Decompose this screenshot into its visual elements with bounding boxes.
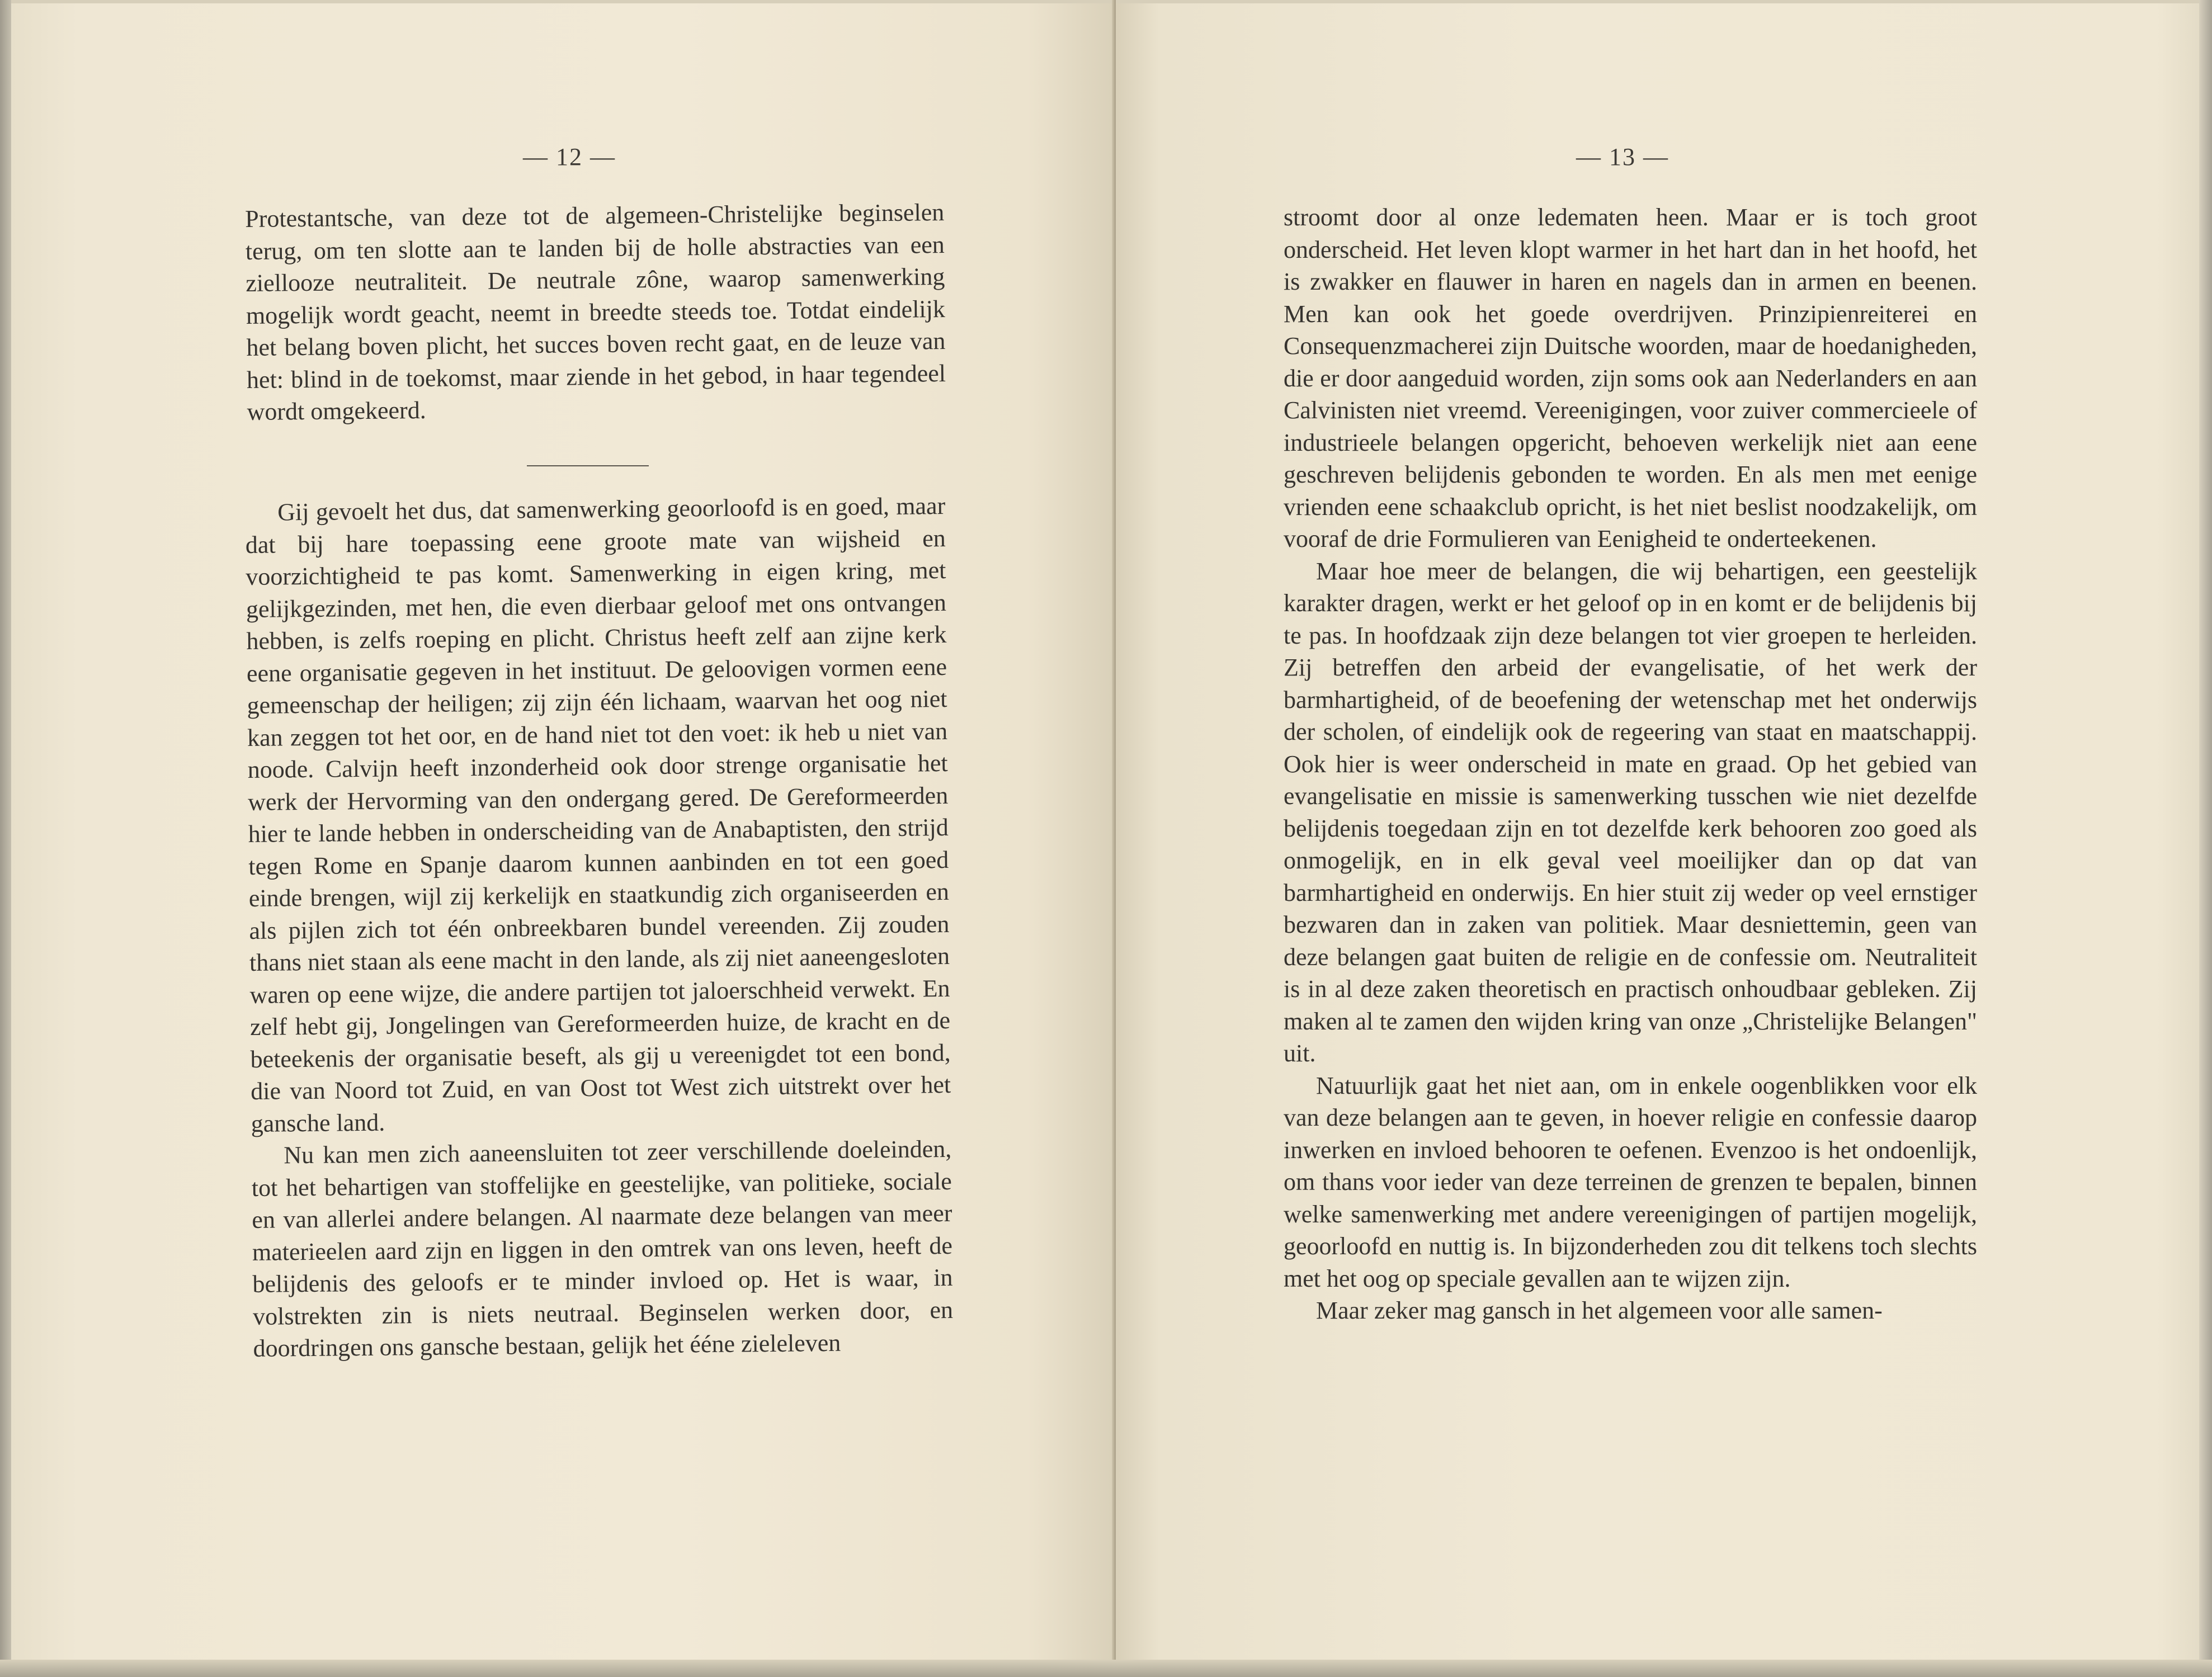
paragraph: Natuurlijk gaat het niet aan, om in enkele oogenblikken voor elk van deze belangen aan te geven, in hoever religie en confessie daarop inwerken en invloed behooren te oefenen. Evenzoo is het ondoenlijk, om thans voor ieder van deze terreinen de grenzen te bepalen, binnen welke samenwerking met andere vereenigingen of partijen mogelijk, geoorloofd en nuttig is. In bijzonderheden zou dit telkens toch slechts met het oog op speciale gevallen aan te wijzen zijn. (1284, 1071, 1977, 1292)
section-divider (527, 465, 649, 466)
paragraph: Maar hoe meer de belangen, die wij behartigen, een geestelijk karakter dragen, werkt er het geloof op in en komt er de belijdenis bij te pas. In hoofdzaak zijn deze belangen tot vier groepen te herleiden. Zij betreffen den arbeid der evangelisatie, of het werk der barmhartigheid, of de beoefening der wetenschap met het onderwijs der scholen, of eindelijk ook de regeering van staat en maatschappij. Ook hier is weer onderscheid in mate en graad. Op het gebied van evangelisatie en missie is samenwerking tusschen wie niet dezelfde belijdenis toegedaan zijn en tot dezelfde kerk behooren zoo goed als onmogelijk, en in elk geval veel moeilijker dan op dat van barmhartigheid en onderwijs. En hier stuit zij weder op veel ernstiger bezwaren dan in zaken van politiek. Maar desniettemin, geen van deze belangen gaat buiten de religie en de confessie om. Neutraliteit is in al deze zaken theoretisch en practisch onhoudbaar gebleken. Zij maken al te zamen den wijden kring van onze „Christelijke Belangen" uit. (1284, 557, 1977, 1067)
book-edge-bottom (0, 1660, 2212, 1677)
paragraph: Protestantsche, van deze tot de algemeen-Christelijke beginselen terug, om ten slotte aan te landen bij de holle abstracties van een ziellooze neutraliteit. De neutrale zône, waarop samenwerking mogelijk wordt geacht, neemt in breedte steeds toe. Totdat eindelijk het belang boven plicht, het succes boven recht gaat, en de leuze van het: blind in de toekomst, maar ziende in het gebod, in haar tegendeel wordt omgekeerd. (245, 199, 946, 426)
right-text-block (1284, 201, 1977, 1327)
paragraph: Gij gevoelt het dus, dat samenwerking geoorloofd is en goed, maar dat bij hare toepassing eene groote mate van wijsheid en voorzichtigheid te pas komt. Samenwerking in eigen kring, met gelijkgezinden, met hen, die even dierbaar geloof met ons ontvangen hebben, is zelfs roeping en plicht. Christus heeft zelf aan zijne kerk eene organisatie gegeven in het instituut. De geloovigen vormen eene gemeenschap der heiligen; zij zijn één lichaam, waarvan het oog niet kan zeggen tot het oor, en de hand niet tot den voet: ik heb u niet van noode. Calvijn heeft inzonderheid ook door strenge organisatie het werk der Hervorming van den ondergang gered. De Gereformeerden hier te lande hebben in onderscheiding van de Anabaptisten, den strijd tegen Rome en Spanje daarom kunnen aanbinden en tot een goed einde brengen, wijl zij kerkelijk en staatkundig zich organiseerden en als pijlen zich tot één onbreekbaren bundel vereenden. Zij zouden thans niet staan als eene macht in den lande, als zij niet aaneengesloten waren op eene wijze, die andere partijen tot jaloerschheid verwekt. En zelf hebt gij, Jongelingen van Gereformeerden huize, de kracht en de beteekenis der organisatie beseft, als gij u vereenigdet tot een bond, die van Noord tot Zuid, en van Oost tot West zich uitstrekt over het gansche land. (245, 492, 951, 1137)
right-page (1116, 0, 2201, 1677)
paragraph: Maar zeker mag gansch in het algemeen voor alle samen- (1316, 1297, 1883, 1324)
book-edge-left (0, 0, 12, 1677)
left-text-section-two (245, 490, 954, 1364)
paragraph: Nu kan men zich aaneensluiten tot zeer verschillende doeleinden, tot het behartigen van stoffelijke en geestelijke, van politieke, sociale en van allerlei andere belangen. Al naarmate deze belangen van meer materieelen aard zijn en liggen in den omtrek van ons leven, heeft de belijdenis des geloofs er te minder invloed op. Het is waar, in volstrekten zin is niets neutraal. Beginselen werken door, en doordringen ons gansche bestaan, gelijk het ééne zieleleven (251, 1135, 954, 1362)
paragraph: stroomt door al onze ledematen heen. Maar er is toch groot onderscheid. Het leven klopt warmer in het hart dan in het hoofd, het is zwakker en flauwer in haren en nagels dan in armen en beenen. Men kan ook het goede overdrijven. Prinzipienreiterei en Consequenzmacherei zijn Duitsche woorden, maar de hoedanigheden, die er door aangeduid worden, zijn soms ook aan Nederlanders en aan Calvinisten niet vreemd. Vereenigingen, voor zuiver commercieele of industrieele belangen opgericht, behoeven werkelijk niet aan eene geschreven belijdenis gebonden te worden. En als men met eenige vrienden eene schaakclub opricht, is het niet beslist noodzakelijk, om vooraf de drie Formulieren van Eenigheid te onderteekenen. (1284, 204, 1977, 552)
left-page (11, 0, 1116, 1677)
page-number-right: — 13 — (1576, 143, 1669, 171)
left-text-section-one (245, 196, 946, 428)
book-edge-right (2199, 0, 2212, 1677)
page-number-left: — 12 — (523, 143, 616, 171)
